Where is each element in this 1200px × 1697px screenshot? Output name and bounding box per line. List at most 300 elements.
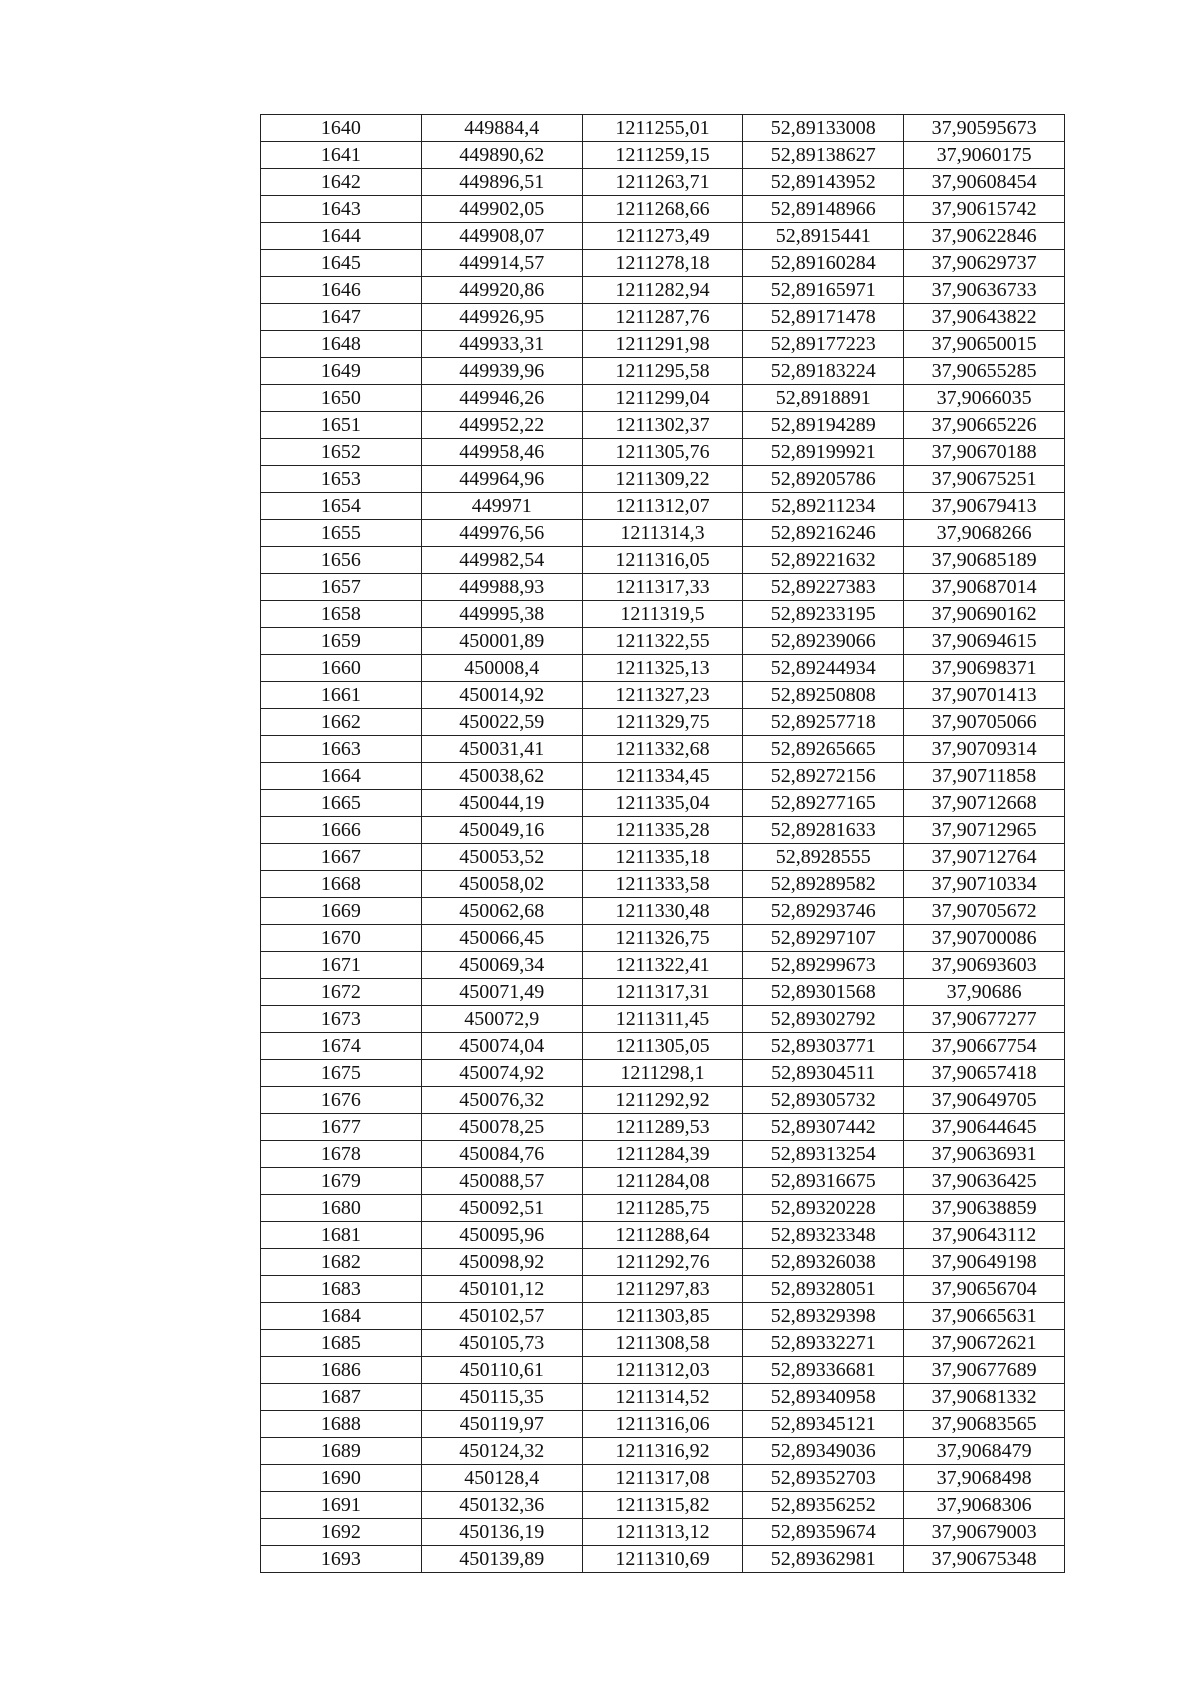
point-number-cell: 1680 bbox=[261, 1195, 422, 1222]
x-coordinate-cell: 450119,97 bbox=[421, 1411, 582, 1438]
longitude-cell: 37,90643112 bbox=[904, 1222, 1065, 1249]
y-coordinate-cell: 1211333,58 bbox=[582, 871, 743, 898]
y-coordinate-cell: 1211255,01 bbox=[582, 115, 743, 142]
y-coordinate-cell: 1211302,37 bbox=[582, 412, 743, 439]
longitude-cell: 37,90656704 bbox=[904, 1276, 1065, 1303]
latitude-cell: 52,89227383 bbox=[743, 574, 904, 601]
point-number-cell: 1684 bbox=[261, 1303, 422, 1330]
table-row bbox=[261, 1168, 1065, 1195]
table-row bbox=[261, 763, 1065, 790]
point-number-cell: 1693 bbox=[261, 1546, 422, 1573]
y-coordinate-cell: 1211329,75 bbox=[582, 709, 743, 736]
table-row bbox=[261, 358, 1065, 385]
point-number-cell: 1682 bbox=[261, 1249, 422, 1276]
table-row bbox=[261, 1222, 1065, 1249]
table-row bbox=[261, 1492, 1065, 1519]
table-row bbox=[261, 1033, 1065, 1060]
x-coordinate-cell: 450044,19 bbox=[421, 790, 582, 817]
point-number-cell: 1651 bbox=[261, 412, 422, 439]
latitude-cell: 52,89356252 bbox=[743, 1492, 904, 1519]
y-coordinate-cell: 1211335,18 bbox=[582, 844, 743, 871]
longitude-cell: 37,90643822 bbox=[904, 304, 1065, 331]
y-coordinate-cell: 1211325,13 bbox=[582, 655, 743, 682]
x-coordinate-cell: 450088,57 bbox=[421, 1168, 582, 1195]
x-coordinate-cell: 449939,96 bbox=[421, 358, 582, 385]
latitude-cell: 52,89250808 bbox=[743, 682, 904, 709]
y-coordinate-cell: 1211316,06 bbox=[582, 1411, 743, 1438]
y-coordinate-cell: 1211278,18 bbox=[582, 250, 743, 277]
longitude-cell: 37,90694615 bbox=[904, 628, 1065, 655]
x-coordinate-cell: 449908,07 bbox=[421, 223, 582, 250]
x-coordinate-cell: 450092,51 bbox=[421, 1195, 582, 1222]
table-row bbox=[261, 1546, 1065, 1573]
table-row bbox=[261, 628, 1065, 655]
table-row bbox=[261, 1087, 1065, 1114]
table-row bbox=[261, 196, 1065, 223]
y-coordinate-cell: 1211268,66 bbox=[582, 196, 743, 223]
y-coordinate-cell: 1211316,05 bbox=[582, 547, 743, 574]
point-number-cell: 1642 bbox=[261, 169, 422, 196]
point-number-cell: 1662 bbox=[261, 709, 422, 736]
coordinates-table bbox=[260, 114, 1065, 1573]
table-row bbox=[261, 331, 1065, 358]
longitude-cell: 37,90685189 bbox=[904, 547, 1065, 574]
latitude-cell: 52,8928555 bbox=[743, 844, 904, 871]
table-row bbox=[261, 898, 1065, 925]
table-row bbox=[261, 1438, 1065, 1465]
point-number-cell: 1674 bbox=[261, 1033, 422, 1060]
y-coordinate-cell: 1211273,49 bbox=[582, 223, 743, 250]
latitude-cell: 52,89277165 bbox=[743, 790, 904, 817]
latitude-cell: 52,89352703 bbox=[743, 1465, 904, 1492]
y-coordinate-cell: 1211284,08 bbox=[582, 1168, 743, 1195]
longitude-cell: 37,90657418 bbox=[904, 1060, 1065, 1087]
y-coordinate-cell: 1211335,04 bbox=[582, 790, 743, 817]
x-coordinate-cell: 450110,61 bbox=[421, 1357, 582, 1384]
x-coordinate-cell: 450001,89 bbox=[421, 628, 582, 655]
table-row bbox=[261, 1141, 1065, 1168]
point-number-cell: 1661 bbox=[261, 682, 422, 709]
longitude-cell: 37,90712668 bbox=[904, 790, 1065, 817]
latitude-cell: 52,89326038 bbox=[743, 1249, 904, 1276]
latitude-cell: 52,89299673 bbox=[743, 952, 904, 979]
point-number-cell: 1665 bbox=[261, 790, 422, 817]
table-row bbox=[261, 547, 1065, 574]
x-coordinate-cell: 450074,04 bbox=[421, 1033, 582, 1060]
x-coordinate-cell: 450132,36 bbox=[421, 1492, 582, 1519]
longitude-cell: 37,90636733 bbox=[904, 277, 1065, 304]
y-coordinate-cell: 1211289,53 bbox=[582, 1114, 743, 1141]
latitude-cell: 52,89194289 bbox=[743, 412, 904, 439]
latitude-cell: 52,89301568 bbox=[743, 979, 904, 1006]
point-number-cell: 1658 bbox=[261, 601, 422, 628]
point-number-cell: 1686 bbox=[261, 1357, 422, 1384]
x-coordinate-cell: 450053,52 bbox=[421, 844, 582, 871]
table-row bbox=[261, 304, 1065, 331]
latitude-cell: 52,89148966 bbox=[743, 196, 904, 223]
y-coordinate-cell: 1211335,28 bbox=[582, 817, 743, 844]
latitude-cell: 52,89216246 bbox=[743, 520, 904, 547]
y-coordinate-cell: 1211313,12 bbox=[582, 1519, 743, 1546]
point-number-cell: 1663 bbox=[261, 736, 422, 763]
x-coordinate-cell: 449946,26 bbox=[421, 385, 582, 412]
latitude-cell: 52,89221632 bbox=[743, 547, 904, 574]
longitude-cell: 37,9068306 bbox=[904, 1492, 1065, 1519]
point-number-cell: 1690 bbox=[261, 1465, 422, 1492]
x-coordinate-cell: 449964,96 bbox=[421, 466, 582, 493]
longitude-cell: 37,9068479 bbox=[904, 1438, 1065, 1465]
latitude-cell: 52,89303771 bbox=[743, 1033, 904, 1060]
point-number-cell: 1681 bbox=[261, 1222, 422, 1249]
y-coordinate-cell: 1211297,83 bbox=[582, 1276, 743, 1303]
longitude-cell: 37,90698371 bbox=[904, 655, 1065, 682]
x-coordinate-cell: 449914,57 bbox=[421, 250, 582, 277]
point-number-cell: 1692 bbox=[261, 1519, 422, 1546]
x-coordinate-cell: 450072,9 bbox=[421, 1006, 582, 1033]
point-number-cell: 1666 bbox=[261, 817, 422, 844]
point-number-cell: 1689 bbox=[261, 1438, 422, 1465]
longitude-cell: 37,90636425 bbox=[904, 1168, 1065, 1195]
x-coordinate-cell: 450074,92 bbox=[421, 1060, 582, 1087]
latitude-cell: 52,89316675 bbox=[743, 1168, 904, 1195]
y-coordinate-cell: 1211259,15 bbox=[582, 142, 743, 169]
table-row bbox=[261, 520, 1065, 547]
latitude-cell: 52,89305732 bbox=[743, 1087, 904, 1114]
y-coordinate-cell: 1211285,75 bbox=[582, 1195, 743, 1222]
x-coordinate-cell: 450128,4 bbox=[421, 1465, 582, 1492]
latitude-cell: 52,8918891 bbox=[743, 385, 904, 412]
x-coordinate-cell: 449976,56 bbox=[421, 520, 582, 547]
y-coordinate-cell: 1211327,23 bbox=[582, 682, 743, 709]
table-row bbox=[261, 952, 1065, 979]
table-row bbox=[261, 925, 1065, 952]
latitude-cell: 52,89171478 bbox=[743, 304, 904, 331]
table-row bbox=[261, 736, 1065, 763]
table-row bbox=[261, 142, 1065, 169]
y-coordinate-cell: 1211317,33 bbox=[582, 574, 743, 601]
latitude-cell: 52,89133008 bbox=[743, 115, 904, 142]
x-coordinate-cell: 450124,32 bbox=[421, 1438, 582, 1465]
y-coordinate-cell: 1211263,71 bbox=[582, 169, 743, 196]
y-coordinate-cell: 1211303,85 bbox=[582, 1303, 743, 1330]
point-number-cell: 1644 bbox=[261, 223, 422, 250]
x-coordinate-cell: 450022,59 bbox=[421, 709, 582, 736]
table-row bbox=[261, 871, 1065, 898]
longitude-cell: 37,90693603 bbox=[904, 952, 1065, 979]
latitude-cell: 52,89233195 bbox=[743, 601, 904, 628]
y-coordinate-cell: 1211282,94 bbox=[582, 277, 743, 304]
longitude-cell: 37,90677277 bbox=[904, 1006, 1065, 1033]
longitude-cell: 37,9060175 bbox=[904, 142, 1065, 169]
longitude-cell: 37,90649705 bbox=[904, 1087, 1065, 1114]
x-coordinate-cell: 449982,54 bbox=[421, 547, 582, 574]
longitude-cell: 37,90670188 bbox=[904, 439, 1065, 466]
table-row bbox=[261, 1249, 1065, 1276]
longitude-cell: 37,90638859 bbox=[904, 1195, 1065, 1222]
y-coordinate-cell: 1211308,58 bbox=[582, 1330, 743, 1357]
y-coordinate-cell: 1211326,75 bbox=[582, 925, 743, 952]
longitude-cell: 37,90705672 bbox=[904, 898, 1065, 925]
x-coordinate-cell: 450139,89 bbox=[421, 1546, 582, 1573]
longitude-cell: 37,90686 bbox=[904, 979, 1065, 1006]
table-row bbox=[261, 655, 1065, 682]
table-row bbox=[261, 115, 1065, 142]
point-number-cell: 1656 bbox=[261, 547, 422, 574]
table-row bbox=[261, 385, 1065, 412]
table-row bbox=[261, 709, 1065, 736]
latitude-cell: 52,89289582 bbox=[743, 871, 904, 898]
x-coordinate-cell: 450058,02 bbox=[421, 871, 582, 898]
longitude-cell: 37,90710334 bbox=[904, 871, 1065, 898]
table-row bbox=[261, 412, 1065, 439]
latitude-cell: 52,89320228 bbox=[743, 1195, 904, 1222]
y-coordinate-cell: 1211298,1 bbox=[582, 1060, 743, 1087]
x-coordinate-cell: 450062,68 bbox=[421, 898, 582, 925]
table-row bbox=[261, 1330, 1065, 1357]
latitude-cell: 52,89177223 bbox=[743, 331, 904, 358]
table-row bbox=[261, 439, 1065, 466]
latitude-cell: 52,89281633 bbox=[743, 817, 904, 844]
table-row bbox=[261, 979, 1065, 1006]
point-number-cell: 1648 bbox=[261, 331, 422, 358]
longitude-cell: 37,90665226 bbox=[904, 412, 1065, 439]
latitude-cell: 52,89332271 bbox=[743, 1330, 904, 1357]
longitude-cell: 37,9068498 bbox=[904, 1465, 1065, 1492]
x-coordinate-cell: 450095,96 bbox=[421, 1222, 582, 1249]
longitude-cell: 37,90595673 bbox=[904, 115, 1065, 142]
latitude-cell: 52,89336681 bbox=[743, 1357, 904, 1384]
x-coordinate-cell: 450105,73 bbox=[421, 1330, 582, 1357]
point-number-cell: 1688 bbox=[261, 1411, 422, 1438]
point-number-cell: 1691 bbox=[261, 1492, 422, 1519]
table-row bbox=[261, 277, 1065, 304]
table-row bbox=[261, 1060, 1065, 1087]
latitude-cell: 52,89328051 bbox=[743, 1276, 904, 1303]
point-number-cell: 1652 bbox=[261, 439, 422, 466]
table-row bbox=[261, 223, 1065, 250]
longitude-cell: 37,90712764 bbox=[904, 844, 1065, 871]
y-coordinate-cell: 1211312,07 bbox=[582, 493, 743, 520]
latitude-cell: 52,89138627 bbox=[743, 142, 904, 169]
y-coordinate-cell: 1211315,82 bbox=[582, 1492, 743, 1519]
x-coordinate-cell: 450078,25 bbox=[421, 1114, 582, 1141]
latitude-cell: 52,89257718 bbox=[743, 709, 904, 736]
y-coordinate-cell: 1211305,05 bbox=[582, 1033, 743, 1060]
longitude-cell: 37,90608454 bbox=[904, 169, 1065, 196]
table-row bbox=[261, 1384, 1065, 1411]
y-coordinate-cell: 1211292,92 bbox=[582, 1087, 743, 1114]
longitude-cell: 37,90711858 bbox=[904, 763, 1065, 790]
latitude-cell: 52,89205786 bbox=[743, 466, 904, 493]
latitude-cell: 52,89165971 bbox=[743, 277, 904, 304]
latitude-cell: 52,89340958 bbox=[743, 1384, 904, 1411]
longitude-cell: 37,90615742 bbox=[904, 196, 1065, 223]
latitude-cell: 52,89183224 bbox=[743, 358, 904, 385]
longitude-cell: 37,90683565 bbox=[904, 1411, 1065, 1438]
point-number-cell: 1657 bbox=[261, 574, 422, 601]
longitude-cell: 37,90690162 bbox=[904, 601, 1065, 628]
latitude-cell: 52,89345121 bbox=[743, 1411, 904, 1438]
point-number-cell: 1641 bbox=[261, 142, 422, 169]
coordinates-table-body bbox=[261, 115, 1065, 1573]
point-number-cell: 1669 bbox=[261, 898, 422, 925]
point-number-cell: 1653 bbox=[261, 466, 422, 493]
point-number-cell: 1687 bbox=[261, 1384, 422, 1411]
x-coordinate-cell: 450101,12 bbox=[421, 1276, 582, 1303]
y-coordinate-cell: 1211322,41 bbox=[582, 952, 743, 979]
longitude-cell: 37,90687014 bbox=[904, 574, 1065, 601]
x-coordinate-cell: 449952,22 bbox=[421, 412, 582, 439]
x-coordinate-cell: 449933,31 bbox=[421, 331, 582, 358]
point-number-cell: 1683 bbox=[261, 1276, 422, 1303]
x-coordinate-cell: 449995,38 bbox=[421, 601, 582, 628]
x-coordinate-cell: 449890,62 bbox=[421, 142, 582, 169]
longitude-cell: 37,90636931 bbox=[904, 1141, 1065, 1168]
point-number-cell: 1675 bbox=[261, 1060, 422, 1087]
point-number-cell: 1647 bbox=[261, 304, 422, 331]
x-coordinate-cell: 449971 bbox=[421, 493, 582, 520]
point-number-cell: 1679 bbox=[261, 1168, 422, 1195]
longitude-cell: 37,90700086 bbox=[904, 925, 1065, 952]
y-coordinate-cell: 1211334,45 bbox=[582, 763, 743, 790]
y-coordinate-cell: 1211330,48 bbox=[582, 898, 743, 925]
y-coordinate-cell: 1211310,69 bbox=[582, 1546, 743, 1573]
longitude-cell: 37,90665631 bbox=[904, 1303, 1065, 1330]
y-coordinate-cell: 1211332,68 bbox=[582, 736, 743, 763]
table-row bbox=[261, 1276, 1065, 1303]
longitude-cell: 37,90681332 bbox=[904, 1384, 1065, 1411]
longitude-cell: 37,90675251 bbox=[904, 466, 1065, 493]
latitude-cell: 52,89293746 bbox=[743, 898, 904, 925]
point-number-cell: 1649 bbox=[261, 358, 422, 385]
x-coordinate-cell: 450031,41 bbox=[421, 736, 582, 763]
y-coordinate-cell: 1211292,76 bbox=[582, 1249, 743, 1276]
point-number-cell: 1673 bbox=[261, 1006, 422, 1033]
latitude-cell: 52,89265665 bbox=[743, 736, 904, 763]
latitude-cell: 52,89211234 bbox=[743, 493, 904, 520]
y-coordinate-cell: 1211291,98 bbox=[582, 331, 743, 358]
longitude-cell: 37,90709314 bbox=[904, 736, 1065, 763]
latitude-cell: 52,89359674 bbox=[743, 1519, 904, 1546]
table-row bbox=[261, 682, 1065, 709]
latitude-cell: 52,89329398 bbox=[743, 1303, 904, 1330]
table-row bbox=[261, 169, 1065, 196]
point-number-cell: 1650 bbox=[261, 385, 422, 412]
y-coordinate-cell: 1211305,76 bbox=[582, 439, 743, 466]
latitude-cell: 52,89302792 bbox=[743, 1006, 904, 1033]
point-number-cell: 1640 bbox=[261, 115, 422, 142]
longitude-cell: 37,90622846 bbox=[904, 223, 1065, 250]
x-coordinate-cell: 450076,32 bbox=[421, 1087, 582, 1114]
longitude-cell: 37,90649198 bbox=[904, 1249, 1065, 1276]
longitude-cell: 37,90650015 bbox=[904, 331, 1065, 358]
table-row bbox=[261, 1006, 1065, 1033]
y-coordinate-cell: 1211322,55 bbox=[582, 628, 743, 655]
y-coordinate-cell: 1211299,04 bbox=[582, 385, 743, 412]
longitude-cell: 37,90667754 bbox=[904, 1033, 1065, 1060]
point-number-cell: 1654 bbox=[261, 493, 422, 520]
latitude-cell: 52,89244934 bbox=[743, 655, 904, 682]
x-coordinate-cell: 450038,62 bbox=[421, 763, 582, 790]
table-row bbox=[261, 844, 1065, 871]
x-coordinate-cell: 449884,4 bbox=[421, 115, 582, 142]
x-coordinate-cell: 450102,57 bbox=[421, 1303, 582, 1330]
y-coordinate-cell: 1211288,64 bbox=[582, 1222, 743, 1249]
x-coordinate-cell: 449958,46 bbox=[421, 439, 582, 466]
x-coordinate-cell: 449926,95 bbox=[421, 304, 582, 331]
latitude-cell: 52,89313254 bbox=[743, 1141, 904, 1168]
point-number-cell: 1643 bbox=[261, 196, 422, 223]
longitude-cell: 37,90629737 bbox=[904, 250, 1065, 277]
y-coordinate-cell: 1211312,03 bbox=[582, 1357, 743, 1384]
point-number-cell: 1676 bbox=[261, 1087, 422, 1114]
table-row bbox=[261, 493, 1065, 520]
table-row bbox=[261, 1411, 1065, 1438]
point-number-cell: 1659 bbox=[261, 628, 422, 655]
x-coordinate-cell: 450136,19 bbox=[421, 1519, 582, 1546]
point-number-cell: 1655 bbox=[261, 520, 422, 547]
x-coordinate-cell: 450084,76 bbox=[421, 1141, 582, 1168]
x-coordinate-cell: 450098,92 bbox=[421, 1249, 582, 1276]
x-coordinate-cell: 450008,4 bbox=[421, 655, 582, 682]
latitude-cell: 52,8915441 bbox=[743, 223, 904, 250]
point-number-cell: 1670 bbox=[261, 925, 422, 952]
y-coordinate-cell: 1211287,76 bbox=[582, 304, 743, 331]
x-coordinate-cell: 450071,49 bbox=[421, 979, 582, 1006]
y-coordinate-cell: 1211314,52 bbox=[582, 1384, 743, 1411]
latitude-cell: 52,89304511 bbox=[743, 1060, 904, 1087]
longitude-cell: 37,90712965 bbox=[904, 817, 1065, 844]
table-row bbox=[261, 790, 1065, 817]
longitude-cell: 37,9066035 bbox=[904, 385, 1065, 412]
table-row bbox=[261, 1303, 1065, 1330]
table-row bbox=[261, 601, 1065, 628]
x-coordinate-cell: 450115,35 bbox=[421, 1384, 582, 1411]
x-coordinate-cell: 449896,51 bbox=[421, 169, 582, 196]
point-number-cell: 1677 bbox=[261, 1114, 422, 1141]
y-coordinate-cell: 1211317,08 bbox=[582, 1465, 743, 1492]
longitude-cell: 37,90672621 bbox=[904, 1330, 1065, 1357]
latitude-cell: 52,89297107 bbox=[743, 925, 904, 952]
latitude-cell: 52,89349036 bbox=[743, 1438, 904, 1465]
latitude-cell: 52,89239066 bbox=[743, 628, 904, 655]
point-number-cell: 1678 bbox=[261, 1141, 422, 1168]
latitude-cell: 52,89272156 bbox=[743, 763, 904, 790]
point-number-cell: 1685 bbox=[261, 1330, 422, 1357]
point-number-cell: 1672 bbox=[261, 979, 422, 1006]
longitude-cell: 37,90644645 bbox=[904, 1114, 1065, 1141]
x-coordinate-cell: 450049,16 bbox=[421, 817, 582, 844]
x-coordinate-cell: 450014,92 bbox=[421, 682, 582, 709]
y-coordinate-cell: 1211314,3 bbox=[582, 520, 743, 547]
longitude-cell: 37,9068266 bbox=[904, 520, 1065, 547]
latitude-cell: 52,89362981 bbox=[743, 1546, 904, 1573]
longitude-cell: 37,90675348 bbox=[904, 1546, 1065, 1573]
y-coordinate-cell: 1211295,58 bbox=[582, 358, 743, 385]
x-coordinate-cell: 449988,93 bbox=[421, 574, 582, 601]
table-row bbox=[261, 466, 1065, 493]
point-number-cell: 1664 bbox=[261, 763, 422, 790]
longitude-cell: 37,90705066 bbox=[904, 709, 1065, 736]
point-number-cell: 1660 bbox=[261, 655, 422, 682]
y-coordinate-cell: 1211311,45 bbox=[582, 1006, 743, 1033]
latitude-cell: 52,89160284 bbox=[743, 250, 904, 277]
longitude-cell: 37,90701413 bbox=[904, 682, 1065, 709]
y-coordinate-cell: 1211309,22 bbox=[582, 466, 743, 493]
table-row bbox=[261, 574, 1065, 601]
longitude-cell: 37,90679413 bbox=[904, 493, 1065, 520]
point-number-cell: 1667 bbox=[261, 844, 422, 871]
